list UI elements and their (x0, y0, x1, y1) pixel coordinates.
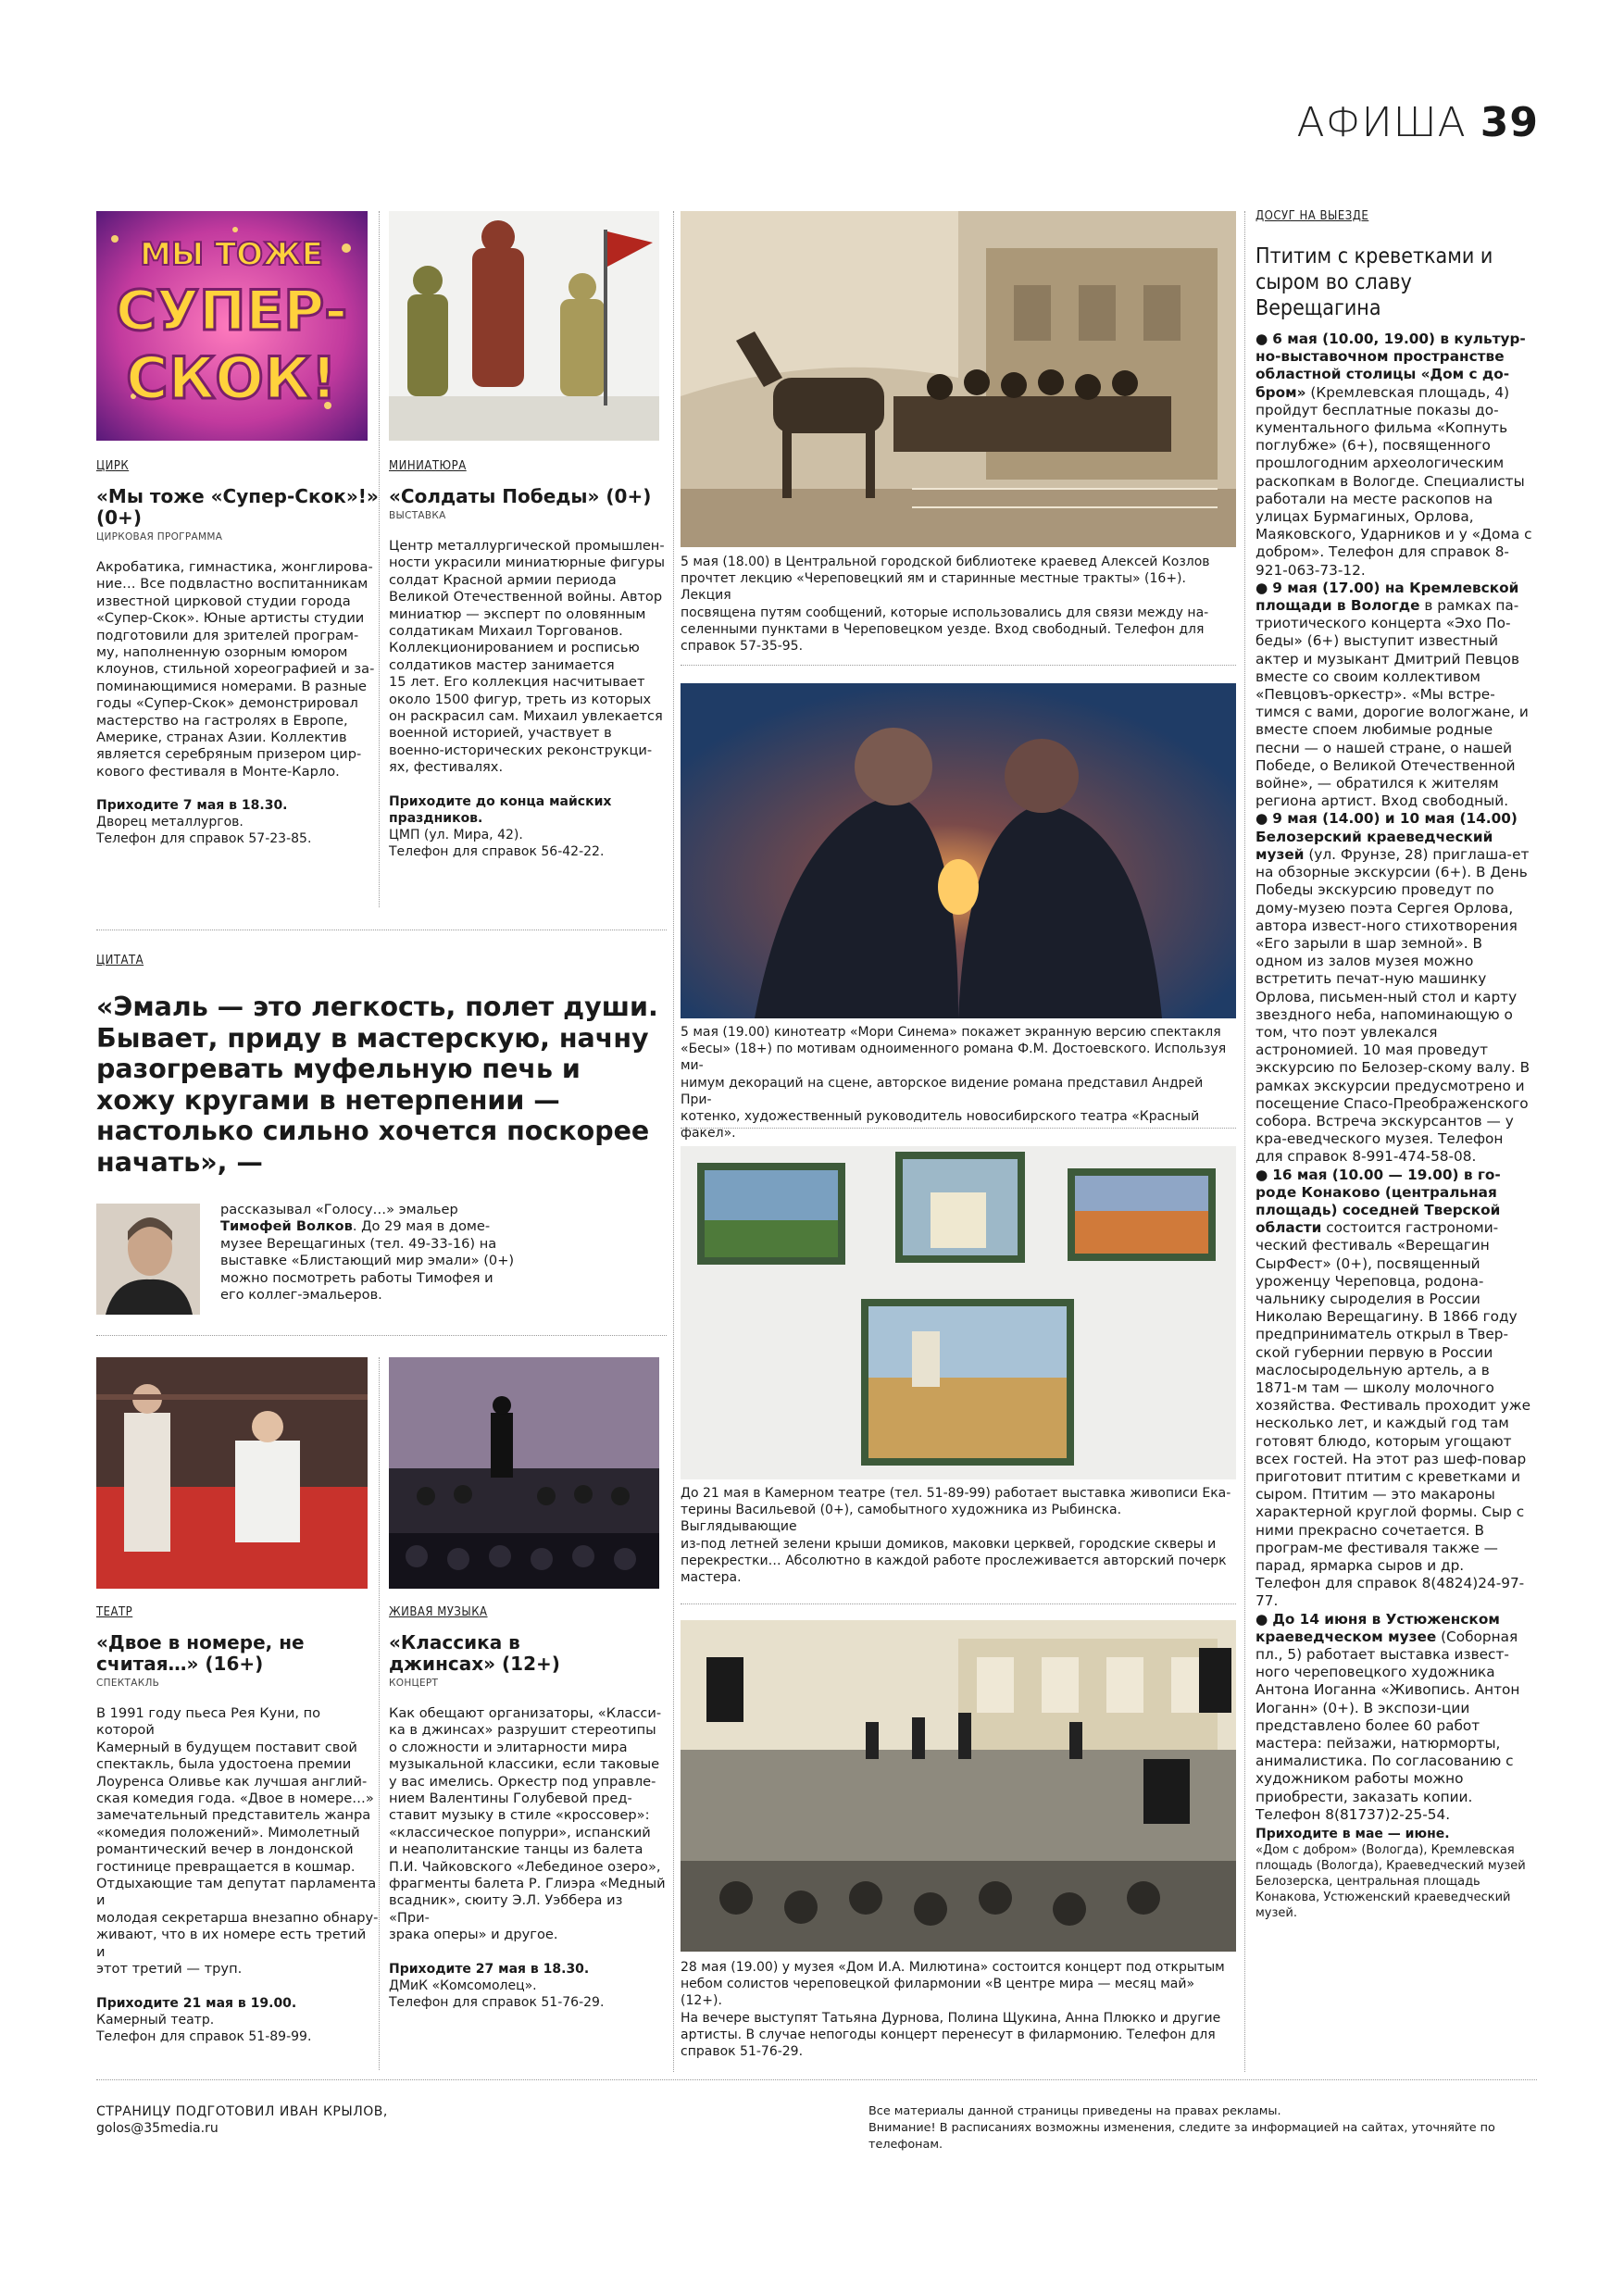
miniature-place: ЦМП (ул. Мира, 42). (389, 827, 523, 842)
circus-title: «Мы тоже «Супер-Скок»!» (0+) (96, 485, 379, 529)
circus-article (96, 459, 379, 847)
trip-item-lead: До 14 июня в Устюженском краеведческом музее (1255, 1610, 1500, 1645)
trip-item (1255, 331, 1533, 580)
bullet-icon: ● (1255, 1610, 1273, 1628)
play-besy-photo (681, 683, 1236, 1018)
lecture-caption: 5 мая (18.00) в Центральной городской библиотеке краевед Алексей Козлов прочтет лекцию «Череповецкий ям и старинные местные тракты» (16+). Лекция посвящена путям сообщений, которые использовались для связи между на- селенными пунктами в Череповецком уезде. Вход свободный. Телефон для справок 57-35-95. (681, 555, 1210, 655)
music-kicker: ЖИВАЯ МУЗЫКА (389, 1605, 488, 1619)
trip-item-text: состоится гастрономи-ческий фестиваль «Верещагин СырФест» (0+), посвященный уроженцу Череповца, родона-чальнику сыроделия в России Николаю Верещагину. В 1866 году предприниматель открыл в Твер-ской губернии первую в России маслосыродельную артель, а в 1871-м там — школу молочного хозяйства. Фестиваль проходит уже несколько лет, и каждый год там готовят блюдо, которым угощают всех гостей. На этот раз шеф-повар приготовит птитим с креветками и сыром. Птитим — это макароны характерной круглой формы. Сыр с ними прекрасно сочетается. В програм-ме фестиваля также — парад, ярмарка сыров и др. Телефон для справок 8(4824)24-97-77. (1255, 1219, 1531, 1610)
trip-item-text: (ул. Фрунзе, 28) приглаша-ет на обзорные экскурсии (6+). В День Победы экскурсию проведут по дому-музею поэта Сергея Орлова, автора извест-ного стихотворения «Его зарыли в шар земной». В одном из залов музея можно встретить печат-ную машинку Орлова, письмен-ный стол и карту звездного неба, напоминающую о том, что поэт увлекался астрономией. 10 мая проведут экскурсию по Белозер-скому валу. В рамках экскурсии предусмотрено и посещение Спасо-Преображенского собора. Встреча экскурсантов — у кра-еведческого музея. Телефон для справок 8-991-474-58-08. (1255, 845, 1530, 1166)
theatre-phone: Телефон для справок 51-89-99. (96, 2028, 312, 2044)
music-when: Приходите 27 мая в 18.30. (389, 1961, 590, 1977)
svg-text:СКОК!: СКОК! (126, 344, 337, 412)
music-title: «Классика в джинсах» (12+) (389, 1631, 560, 1675)
circus-kicker: ЦИРК (96, 459, 130, 473)
painting-caption: До 21 мая в Камерном театре (тел. 51-89-99) работает выставка живописи Ека- терины Васильевой (0+), самобытного художника из Рыбинска. Выглядывающие из-под летней зелени крыши домиков, маковки церквей, городские скверы и перекрестки… Абсолютно в каждой работе прослеживается авторский почерк мастера. (681, 1486, 1231, 1586)
trip-places: «Дом с добром» (Вологда), Кремлевская площадь (Вологда), Краеведческий музей Белозерска, центральная площадь Конакова, Устюженский краеведческий музей. (1255, 1843, 1526, 1921)
trip-item (1255, 1611, 1533, 1824)
circus-subtitle: ЦИРКОВАЯ ПРОГРАММА (96, 531, 223, 543)
quote-block (96, 954, 661, 1178)
music-place: ДМиК «Комсомолец». (389, 1978, 537, 1993)
theatre-place: Камерный театр. (96, 2012, 215, 2028)
circus-body: Акробатика, гимнастика, жонглирова- ние… Все подвластно воспитанникам известной цирковой студии города «Супер-Скок». Юные артисты студии подготовили для зрителей програм- му, наполненную озорным юмором клоунов, стильной хореографией и за- поминающимися номерами. В разные годы «Супер-Скок» демонстрировал мастерство на гастролях в Европе, Америке, странах Азии. Коллектив является серебряным призером цир- кового фестиваля в Монте-Карло. (96, 559, 375, 780)
footer-note-ads: Все материалы данной страницы приведены на правах рекламы. (868, 2104, 1281, 2118)
trip-column (1255, 209, 1533, 1921)
quote-attribution (220, 1202, 518, 1304)
trip-item-lead: 6 мая (10.00, 19.00) в культур-но-выставочном пространстве областной столицы «Дом с до-бром» (1255, 331, 1526, 401)
miniature-title: «Солдаты Победы» (0+) (389, 485, 652, 507)
footer-note-changes: Внимание! В расписаниях возможны изменения, следите за информацией на сайтах, уточняйте по телефонам. (868, 2121, 1495, 2152)
bullet-icon: ● (1255, 579, 1273, 596)
trip-item-lead: 9 мая (14.00) и 10 мая (14.00) Белозерский краеведческий музей (1255, 810, 1518, 863)
trip-item-lead: 9 мая (17.00) на Кремлевской площади в Вологде (1255, 579, 1519, 615)
page-header (1297, 100, 1540, 146)
miniature-kicker: МИНИАТЮРА (389, 459, 467, 473)
quote-attr-after: . До 29 мая в доме-музее Верещагиных (тел. 49-33-16) на выставке «Блистающий мир эмали» (0+) можно посмотреть работы Тимофея и его коллег-эмальеров. (220, 1218, 515, 1304)
trip-item-text: (Соборная пл., 5) работает выставка извест-ного череповецкого художника Антона Иоганна «Живопись. Антон Иоганн» (0+). В экспози-ции представлено более 60 работ мастера: пейзажи, натюрморты, анималистика. По согласованию с художником работы можно приобрести, заказать копии. Телефон 8(81737)2-25-54. (1255, 1628, 1520, 1823)
miniature-subtitle: ВЫСТАВКА (389, 510, 446, 521)
music-body: Как обещают организаторы, «Класси- ка в джинсах» разрушит стереотипы о сложности и элитарности мира музыкальной классики, если таковые у вас имелись. Оркестр под управле- нием Валентины Голубевой пред- ставит музыку в стиле «кроссовер»: «классическое попурри», испанский и неаполитанские танцы из балета П.И. Чайковского «Лебединое озеро», фрагменты балета Р. Глиэра «Медный всадник», сюиту Э.Л. Уэббера из «При- зрака оперы» и другое. (389, 1705, 666, 1943)
miniature-body: Центр металлургической промышлен- ности украсили миниатюрные фигуры солдат Красной армии периода Великой Отечественной войны. Автор миниатюр — эксперт по оловянным солдатикам Михаил Торгованов. Коллекционированием и росписью солдатиков мастер занимается 15 лет. Его коллекция насчитывает около 1500 фигур, треть из которых он раскрасил сам. Михаил увлекается военной историей, участвует в военно-исторических реконструкци- ях, фестивалях. (389, 538, 665, 776)
quote-author-photo (96, 1204, 200, 1315)
circus-place: Дворец металлургов. (96, 815, 244, 830)
quote-text: «Эмаль — это легкость, полет души. Бывает, приду в мастерскую, начну разогревать муфельную печь и хожу кругами в нетерпении — настолько сильно хочется поскорее начать», — (96, 992, 658, 1178)
music-phone: Телефон для справок 51-76-29. (389, 1994, 605, 2010)
orchestra-photo (389, 1357, 659, 1589)
circus-poster-image (96, 211, 368, 441)
quote-attr-before: рассказывал «Голосу…» эмальер (220, 1202, 458, 1217)
miniature-when: Приходите до конца майских праздников. (389, 793, 612, 826)
theatre-body: В 1991 году пьеса Рея Куни, по которой Камерный в будущем поставит свой спектакль, была удостоена премии Лоуренса Оливье как лучшая англий- ская комедия года. «Двое в номере…» замечательный представитель жанра «комедия положений». Мимолетный романтический вечер в лондонской гостинице превращается в кошмар. Отдыхающие там депутат парламента и молодая секретарша внезапно обнару- живают, что в их номере есть третий и этот третий — труп. (96, 1705, 379, 1978)
trip-item-lead: 16 мая (10.00 — 19.00) в го-роде Конаково (центральная площадь) соседней Тверской области (1255, 1166, 1501, 1237)
trip-items (1255, 331, 1533, 1824)
trip-title: Птитим с креветками и сыром во славу Верещагина (1255, 244, 1493, 320)
trip-item (1255, 1167, 1533, 1611)
trip-kicker: ДОСУГ НА ВЫЕЗДЕ (1255, 209, 1369, 223)
svg-text:МЫ ТОЖЕ: МЫ ТОЖЕ (140, 236, 323, 273)
footer-credit (96, 2103, 388, 2137)
svg-text:СУПЕР-: СУПЕР- (115, 279, 348, 343)
footer-notes (868, 2103, 1535, 2153)
section-title: АФИША (1296, 99, 1467, 146)
trip-item (1255, 810, 1533, 1166)
trip-when: Приходите в мае — июне. (1255, 1827, 1450, 1842)
theatre-kicker: ТЕАТР (96, 1605, 133, 1619)
concert-caption: 28 мая (19.00) у музея «Дом И.А. Милютина» состоится концерт под открытым небом солистов череповецкой филармонии «В центре мира — месяц май» (12+). На вечере выступят Татьяна Дурнова, Полина Щукина, Анна Плюкко и другие артисты. В случае непогоды концерт перенесут в филармонию. Телефон для справок 51-76-29. (681, 1960, 1225, 2060)
theatre-photo (96, 1357, 368, 1589)
miniature-soldiers-image (389, 211, 659, 441)
outdoor-concert-photo (681, 1620, 1236, 1952)
quote-attr-name: Тимофей Волков (220, 1218, 353, 1235)
page-number: 39 (1480, 99, 1539, 146)
footer-email[interactable]: golos@35media.ru (96, 2121, 219, 2136)
circus-phone: Телефон для справок 57-23-85. (96, 831, 312, 847)
quote-kicker: ЦИТАТА (96, 954, 144, 967)
cinema-caption: 5 мая (19.00) кинотеатр «Мори Синема» покажет экранную версию спектакля «Бесы» (18+) по мотивам одноименного романа Ф.М. Достоевского. Используя ми- нимум декораций на сцене, авторское видение романа представил Андрей При- котенко, художественный руководитель новосибирского театра «Красный факел». (681, 1025, 1227, 1142)
painting-exhibition-photo (681, 1146, 1236, 1479)
trip-item-text: в рамках па-триотического концерта «Эхо По-беды» (6+) выступит известный актер и музыкант Дмитрий Певцов вместе со своим коллективом «Певцовъ-оркестр». «Мы встре-тимся с вами, дорогие вологжане, и вместе споем любимые родные песни — о нашей стране, о нашей Победе, о Великой Отечественной войне», — обратился к жителям региона артист. Вход свободный. (1255, 597, 1529, 810)
bullet-icon: ● (1255, 1166, 1273, 1183)
bullet-icon: ● (1255, 331, 1273, 347)
footer-prepared: СТРАНИЦУ ПОДГОТОВИЛ ИВАН КРЫЛОВ, (96, 2104, 388, 2119)
music-subtitle: КОНЦЕРТ (389, 1678, 439, 1689)
miniature-article (389, 459, 667, 860)
theatre-title: «Двое в номере, не считая…» (16+) (96, 1631, 305, 1675)
trip-item-text: (Кремлевская площадь, 4) пройдут бесплатные показы до-кументального фильма «Копнуть поглубже» (6+), посвященного прошлогодним археологическим раскопкам в Вологде. Специалисты работали на месте раскопов на улицах Бурмагиных, Орлова, Маяковского, Ударников и у «Дома с добром». Телефон для справок 8-921-063-73-12. (1255, 383, 1532, 579)
music-article (389, 1605, 667, 2011)
theatre-article (96, 1605, 379, 2045)
sepia-horse-cart-photo (681, 211, 1236, 547)
miniature-phone: Телефон для справок 56-42-22. (389, 843, 605, 859)
circus-when: Приходите 7 мая в 18.30. (96, 798, 288, 814)
trip-item (1255, 580, 1533, 811)
bullet-icon: ● (1255, 810, 1273, 828)
theatre-when: Приходите 21 мая в 19.00. (96, 1995, 297, 2011)
theatre-subtitle: СПЕКТАКЛЬ (96, 1678, 160, 1689)
